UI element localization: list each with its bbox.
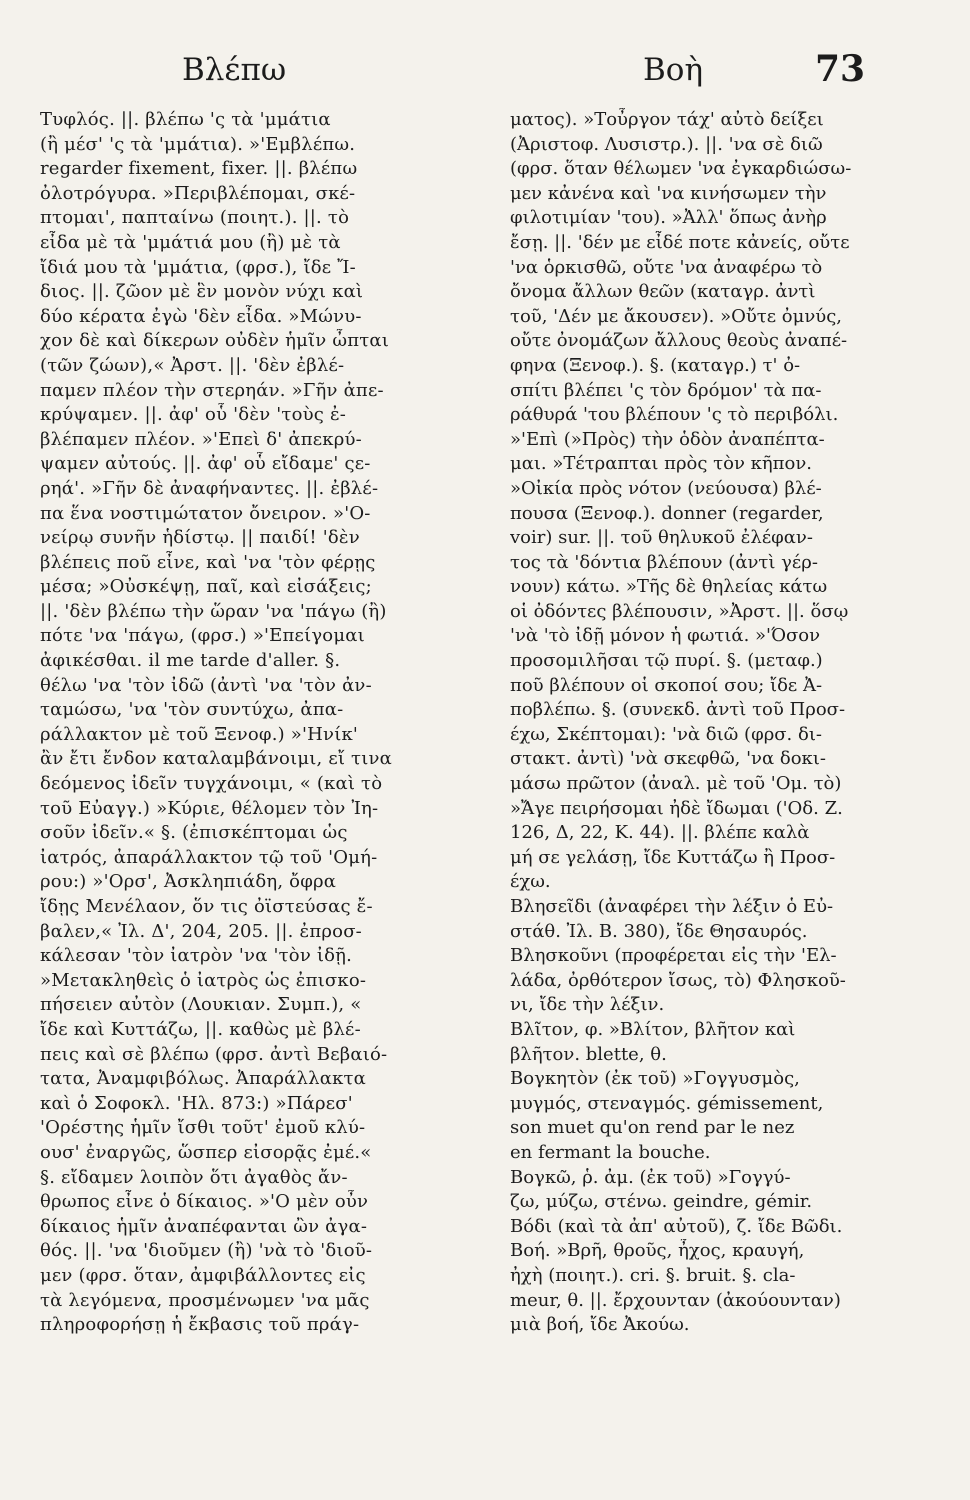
text-line: »Μετακληθεὶς ὁ ἰατρὸς ὡς ἐπισκο- bbox=[40, 969, 367, 991]
text-line: ποῦ βλέπουν οἱ σκοποί σου; ἴδε Ἀ- bbox=[510, 674, 823, 696]
text-line: μαι. »Τέτραπται πρὸς τὸν κῆπον. bbox=[510, 453, 812, 475]
text-line: έχω, Σκέπτομαι): 'νὰ διῶ (φρσ. δι- bbox=[510, 723, 822, 745]
text-line: ράθυρά 'του βλέπουν 'ς τὸ περιβόλι. bbox=[510, 404, 839, 426]
text-line: ἂν ἔτι ἔνδον καταλαμβάνοιμι, εἴ τινα bbox=[40, 748, 392, 770]
text-line: νείρῳ συνῆν ἡδίστῳ. || παιδί! 'δὲν bbox=[40, 527, 360, 549]
text-line: Τυφλός. ||. βλέπω 'ς τὰ 'μμάτια bbox=[40, 109, 331, 130]
text-line: μυγμός, στεναγμός. gémissement, bbox=[510, 1092, 824, 1114]
text-line: βλῆτον. blette, θ. bbox=[510, 1043, 667, 1065]
text-line: ὄνομα ἄλλων θεῶν (καταγρ. ἀντὶ bbox=[510, 281, 816, 303]
text-line: ψαμεν αὐτούς. ||. ἀφ' οὗ εἴδαμε' ςε- bbox=[40, 453, 371, 475]
page-number: 73 bbox=[815, 48, 866, 90]
text-line: Βοή. »Βρῆ, θροῦς, ἦχος, κραυγή, bbox=[510, 1240, 805, 1262]
text-line: regarder fixement, fixer. ||. βλέπω bbox=[40, 158, 358, 180]
text-line: κάλεσαν 'τὸν ἰατρὸν 'να 'τὸν ἰδῇ. bbox=[40, 945, 353, 967]
left-column bbox=[40, 108, 488, 1338]
text-line: κρύψαμεν. ||. ἀφ' οὗ 'δὲν 'τοὺς ἐ- bbox=[40, 404, 347, 426]
text-line: λάδα, ὀρθότερον ἴσως, τὸ) Φλησκοῦ- bbox=[510, 969, 846, 991]
text-line: δύο κέρατα ἐγὼ 'δὲν εἶδα. »Μώνυ- bbox=[40, 305, 362, 327]
text-line: Βλησκοῦνι (προφέρεται εἰς τὴν 'Ελ- bbox=[510, 945, 837, 967]
text-line: έχω. bbox=[510, 871, 551, 893]
header-left-word: Βλέπω bbox=[182, 52, 287, 88]
text-line: στακτ. ἀντὶ) 'νὰ σκεφθῶ, 'να δοκι- bbox=[510, 748, 826, 770]
text-line: μέσα; »Οὐσκέψῃ, παῖ, καὶ εἰσάξεις; bbox=[40, 576, 372, 598]
text-line: εἶδα μὲ τὰ 'μμάτιά μου (ἢ) μὲ τὰ bbox=[40, 231, 341, 253]
text-line: »'Επὶ (»Πρὸς) τὴν ὁδὸν ἀναπέπτα- bbox=[510, 428, 825, 450]
text-line: ουσ' ἐναργῶς, ὥσπερ εἰσορᾷς ἐμέ.« bbox=[40, 1141, 372, 1163]
text-line: 'νὰ 'τὸ ἰδῇ μόνον ἡ φωτιά. »'Όσον bbox=[510, 625, 821, 647]
text-line: en fermant la bouche. bbox=[510, 1141, 711, 1163]
text-line: πουσα (Ξενοφ.). donner (regarder, bbox=[510, 502, 824, 524]
text-line: μιὰ βοή, ἴδε Ἀκούω. bbox=[510, 1314, 690, 1336]
text-line: ρηά'. »Γῆν δὲ ἀναφήναντες. ||. ἐβλέ- bbox=[40, 477, 379, 499]
text-line: μή σε γελάσῃ, ἴδε Κυττάζω ἢ Προσ- bbox=[510, 846, 836, 868]
text-line: ράλλακτον μὲ τοῦ Ξενοφ.) »'Ηνίκ' bbox=[40, 723, 359, 745]
text-line: Βογκητὸν (ἐκ τοῦ) »Γογγυσμὸς, bbox=[510, 1068, 800, 1090]
text-line: παμεν πλέον τὴν στερηάν. »Γῆν ἀπε- bbox=[40, 379, 384, 401]
text-line: πεις καὶ σὲ βλέπω (φρσ. ἀντὶ Βεβαιό- bbox=[40, 1043, 388, 1065]
text-line: son muet qu'on rend par le nez bbox=[510, 1117, 795, 1139]
text-line: meur, θ. ||. ἔρχουνταν (ἀκούουνταν) bbox=[510, 1289, 841, 1311]
text-line: Βογκῶ, ῥ. ἀμ. (ἐκ τοῦ) »Γογγύ- bbox=[510, 1166, 791, 1188]
text-line: βαλεν,« Ἰλ. Δ', 204, 205. ||. ἐπροσ- bbox=[40, 920, 362, 942]
text-line: ||. 'δὲν βλέπω τὴν ὥραν 'να 'πάγω (ἢ) bbox=[40, 600, 387, 622]
text-line: voir) sur. ||. τοῦ θηλυκοῦ ἐλέφαν- bbox=[510, 527, 813, 549]
text-line: θρωπος εἶνε ὁ δίκαιος. »'Ο μὲν οὖν bbox=[40, 1191, 369, 1213]
text-line: ἀφικέσθαι. il me tarde d'aller. §. bbox=[40, 650, 341, 672]
text-line: χον δὲ καὶ δίκερων οὐδὲν ἡμῖν ὦπται bbox=[40, 330, 390, 352]
text-line: ζω, μύζω, στένω. geindre, gémir. bbox=[510, 1191, 813, 1213]
text-line: (φρσ. ὅταν θέλωμεν 'να ἐγκαρδιώσω- bbox=[510, 158, 852, 180]
text-line: θέλω 'να 'τὸν ἰδῶ (ἀντὶ 'να 'τὸν ἀν- bbox=[40, 674, 372, 696]
text-line: φηνα (Ξενοφ.). §. (καταγρ.) τ' ὀ- bbox=[510, 354, 801, 376]
text-line: πτομαι', παπταίνω (ποιητ.). ||. τὸ bbox=[40, 207, 350, 229]
text-line: διος. ||. ζῶον μὲ ἓν μονὸν νύχι καὶ bbox=[40, 281, 364, 303]
text-line: τοῦ Εὐαγγ.) »Κύριε, θέλομεν τὸν Ἰη- bbox=[40, 797, 379, 819]
page-header bbox=[0, 48, 970, 102]
text-line: βλέπεις ποῦ εἶνε, καὶ 'να 'τὸν φέρῃς bbox=[40, 551, 376, 573]
text-line: Βλῖτον, φ. »Βλίτον, βλῆτον καὶ bbox=[510, 1018, 796, 1040]
text-line: τατα, Ἀναμφιβόλως. Ἀπαράλλακτα bbox=[40, 1068, 367, 1090]
text-line: οἱ ὀδόντες βλέπουσιν, »Ἀρστ. ||. ὅσῳ bbox=[510, 600, 849, 622]
text-line: νι, ἴδε τὴν λέξιν. bbox=[510, 994, 665, 1016]
text-line: (ἢ μέσ' 'ς τὰ 'μμάτια). »'Εμβλέπω. bbox=[40, 133, 356, 155]
text-line: βλέπαμεν πλέον. »'Επεὶ δ' ἀπεκρύ- bbox=[40, 428, 362, 450]
text-line: φιλοτιμίαν 'του). »Ἀλλ' ὅπως ἀνὴρ bbox=[510, 207, 827, 229]
text-line: δεόμενος ἰδεῖν τυγχάνοιμι, « (καὶ τὸ bbox=[40, 773, 383, 795]
text-line: καὶ ὁ Σοφοκλ. 'Ηλ. 873:) »Πάρεσ' bbox=[40, 1092, 353, 1114]
text-line: §. εἴδαμεν λοιπὸν ὅτι ἀγαθὸς ἄν- bbox=[40, 1166, 348, 1188]
text-line: 126, Δ, 22, Κ. 44). ||. βλέπε καλὰ bbox=[510, 822, 810, 844]
text-line: ποβλέπω. §. (συνεκδ. ἀντὶ τοῦ Προσ- bbox=[510, 699, 846, 721]
text-line: νουν) κάτω. »Τῆς δὲ θηλείας κάτω bbox=[510, 576, 828, 598]
text-line: 'να ὁρκισθῶ, οὔτε 'να ἀναφέρω τὸ bbox=[510, 256, 823, 278]
text-line: πότε 'να 'πάγω, (φρσ.) »'Επείγομαι bbox=[40, 625, 365, 647]
text-line: ὀλοτρόγυρα. »Περιβλέπομαι, σκέ- bbox=[40, 182, 356, 204]
text-line: πα ἕνα νοστιμώτατον ὄνειρον. »'Ο- bbox=[40, 502, 371, 524]
text-line: ταμώσω, 'να 'τὸν συντύχω, ἀπα- bbox=[40, 699, 344, 721]
text-line: στάθ. Ἰλ. Β. 380), ἴδε Θησαυρός. bbox=[510, 920, 808, 942]
text-line: »Ἄγε πειρήσομαι ἠδὲ ἴδωμαι ('Οδ. Ζ. bbox=[510, 797, 843, 819]
text-line: Βόδι (καὶ τὰ ἀπ' αὐτοῦ), ζ. ἴδε Βῶδι. bbox=[510, 1215, 843, 1237]
text-line: θός. ||. 'να 'διοῦμεν (ἢ) 'νὰ τὸ 'διοῦ- bbox=[40, 1240, 373, 1262]
text-line: ἴδῃς Μενέλαον, ὅν τις ὀϊστεύσας ἔ- bbox=[40, 896, 373, 917]
text-line: μάσω πρῶτον (ἀναλ. μὲ τοῦ 'Ομ. τὸ) bbox=[510, 773, 842, 795]
text-line: πήσειεν αὐτὸν (Λουκιαν. Συμπ.), « bbox=[40, 994, 362, 1016]
text-line: »Οἰκία πρὸς νότον (νεύουσα) βλέ- bbox=[510, 477, 822, 499]
text-line: Βλησεῖδι (ἀναφέρει τὴν λέξιν ὁ Εὐ- bbox=[510, 896, 834, 917]
text-line: ἴδε καὶ Κυττάζω, ||. καθὼς μὲ βλέ- bbox=[40, 1018, 361, 1040]
header-right-word: Βοὴ bbox=[643, 52, 704, 88]
text-line: μεν κἀνένα καὶ 'να κινήσωμεν τὴν bbox=[510, 182, 827, 204]
text-line: (τῶν ζώων),« Ἀρστ. ||. 'δὲν ἐβλέ- bbox=[40, 354, 345, 376]
text-line: τοῦ, 'Δέν με ἄκουσεν). »Οὔτε ὀμνύς, bbox=[510, 305, 843, 327]
text-line: μεν (φρσ. ὅταν, ἀμφιβάλλοντες εἰς bbox=[40, 1264, 366, 1286]
text-line: σπίτι βλέπει 'ς τὸν δρόμον' τὰ πα- bbox=[510, 379, 822, 401]
text-line: πληροφορήσῃ ἡ ἔκβασις τοῦ πράγ- bbox=[40, 1314, 360, 1336]
text-line: ρου:) »'Ορσ', Ἀσκληπιάδη, ὄφρα bbox=[40, 871, 337, 893]
text-line: οὔτε ὀνομάζων ἄλλους θεοὺς ἀναπέ- bbox=[510, 330, 848, 352]
text-line: ἠχὴ (ποιητ.). cri. §. bruit. §. cla- bbox=[510, 1264, 796, 1286]
text-line: δίκαιος ἡμῖν ἀναπέφανται ὢν ἀγα- bbox=[40, 1215, 368, 1237]
text-line: προσομιλῆσαι τῷ πυρί. §. (μεταφ.) bbox=[510, 650, 823, 672]
text-line: 'Ορέστης ἡμῖν ἴσθι τοῦτ' ἐμοῦ κλύ- bbox=[40, 1117, 366, 1139]
text-line: ματος). »Τοὖργον τάχ' αὐτὸ δείξει bbox=[510, 109, 824, 130]
text-line: τὰ λεγόμενα, προσμένωμεν 'να μᾶς bbox=[40, 1289, 370, 1311]
text-line: ἰατρός, ἀπαράλλακτον τῷ τοῦ 'Ομή- bbox=[40, 846, 378, 868]
text-line: ἔσῃ. ||. 'δέν με εἶδέ ποτε κἀνείς, οὔτε bbox=[510, 231, 850, 253]
text-line: (Ἀριστοφ. Λυσιστρ.). ||. 'να σὲ διῶ bbox=[510, 133, 823, 155]
text-line: ἴδιά μου τὰ 'μμάτια, (φρσ.), ἴδε Ἴ- bbox=[40, 256, 356, 278]
right-column bbox=[510, 108, 965, 1338]
text-line: σοῦν ἰδεῖν.« §. (ἐπισκέπτομαι ὡς bbox=[40, 822, 348, 844]
text-line: τος τὰ 'δόντια βλέπουν (ἀντὶ γέρ- bbox=[510, 551, 818, 573]
